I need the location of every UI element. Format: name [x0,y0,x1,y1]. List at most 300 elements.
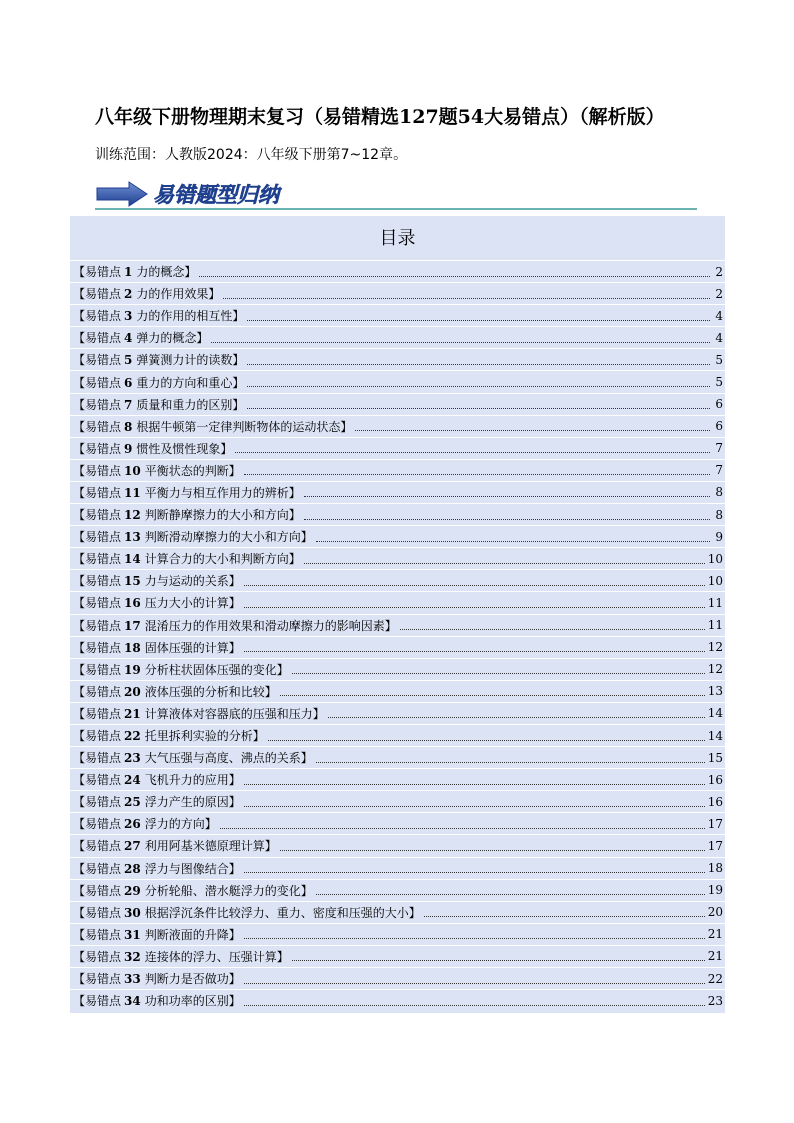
toc-entry-page: 13 [707,684,723,699]
toc-entry-title: 计算合力的大小和判断方向 [144,552,289,567]
dot-leader [244,1004,705,1006]
dot-leader [244,650,705,652]
toc-entry-number: 5 [124,353,133,368]
close-bracket: 】 [228,463,241,478]
toc-entry-tag [85,793,145,810]
toc-entry-tag [85,374,136,391]
toc-entry-number: 3 [124,309,133,324]
toc-entry-page: 21 [707,927,723,942]
toc-heading: 目录 [379,228,416,249]
toc-entry-number: 34 [124,994,141,1009]
dot-leader [211,341,710,343]
dot-leader [424,915,705,917]
toc-entry[interactable] [70,702,725,724]
toc-entry[interactable] [70,879,725,901]
toc-entry-page: 14 [707,728,723,743]
toc-entry-page: 12 [707,640,723,655]
toc-entry-tag [85,462,145,479]
toc-entry-title: 大气压强与高度、沸点的关系 [144,751,301,766]
toc-entry-prefix: 易错点 [85,618,122,633]
close-bracket: 】 [276,662,289,677]
open-bracket: 【 [73,265,86,280]
toc-entry-title: 托里拆利实验的分析 [144,729,253,744]
toc-entry[interactable] [70,901,725,923]
toc-entry-number: 7 [124,397,133,412]
toc-entry-prefix: 易错点 [85,905,122,920]
toc-entry-tag [85,329,136,346]
toc-entry-page: 4 [715,308,723,323]
toc-entry-title: 计算液体对容器底的压强和压力 [144,706,313,721]
close-bracket: 】 [264,839,277,854]
close-bracket: 】 [340,419,353,434]
close-bracket: 】 [232,375,245,390]
toc-entry-page: 23 [707,993,723,1008]
toc-entry-tag [85,860,145,877]
close-bracket: 】 [228,574,241,589]
open-bracket: 【 [73,662,86,677]
toc-entry-number: 27 [124,839,141,854]
toc-entry-tag [85,948,145,965]
close-bracket: 】 [300,530,313,545]
open-bracket: 【 [73,684,86,699]
close-bracket: 】 [184,265,197,280]
toc-entry-tag [85,440,136,457]
close-bracket: 】 [228,994,241,1009]
open-bracket: 【 [73,419,86,434]
toc-entry-prefix: 易错点 [85,684,122,699]
dot-leader [400,628,705,630]
open-bracket: 【 [73,751,86,766]
close-bracket: 】 [228,640,241,655]
toc-entry-title: 惯性及惯性现象 [136,441,221,456]
toc-entry-title: 分析轮船、潜水艇浮力的变化 [144,883,301,898]
toc-entry-page: 5 [715,352,723,367]
open-bracket: 【 [73,353,86,368]
dot-leader [292,959,705,961]
toc-entry[interactable] [70,282,725,304]
open-bracket: 【 [73,861,86,876]
toc-entry-number: 1 [124,265,133,280]
toc-entry-number: 17 [124,618,141,633]
open-bracket: 【 [73,397,86,412]
toc-entry-tag [85,904,145,921]
close-bracket: 】 [408,905,421,920]
dot-leader [316,893,705,895]
toc-entry[interactable] [70,989,725,1011]
toc-entry[interactable] [70,636,725,658]
toc-entry-tag [85,837,145,854]
open-bracket: 【 [73,795,86,810]
document-subtitle: 训练范围：人教版2024：八年级下册第7~12章。 [95,147,408,163]
dot-leader [244,584,705,586]
toc-entry-page: 21 [707,949,723,964]
toc-entry-title: 平衡状态的判断 [144,463,229,478]
toc-entry-number: 26 [124,817,141,832]
toc-entry-page: 7 [715,463,723,478]
toc-entry-number: 18 [124,640,141,655]
toc-entry-tag [85,351,136,368]
toc-entry-title: 浮力的方向 [144,817,205,832]
toc-entry[interactable] [70,967,725,989]
open-bracket: 【 [73,441,86,456]
open-bracket: 【 [73,905,86,920]
banner-graphic [95,178,697,214]
toc-entry-title: 判断液面的升降 [144,927,229,942]
dot-leader [244,871,705,873]
toc-entry[interactable] [70,503,725,525]
toc-entry-prefix: 易错点 [85,883,122,898]
section-banner [95,178,697,214]
toc-entry-page: 19 [707,883,723,898]
toc-entry-number: 32 [124,949,141,964]
toc-entry-prefix: 易错点 [85,530,122,545]
toc-entry-page: 6 [715,419,723,434]
toc-entry-title: 浮力与图像结合 [144,861,229,876]
toc-entry-number: 14 [124,552,141,567]
toc-entry-page: 14 [707,706,723,721]
toc-entry-number: 30 [124,905,141,920]
toc-entry-prefix: 易错点 [85,508,122,523]
dot-leader [328,716,705,718]
toc-entry-prefix: 易错点 [85,706,122,721]
toc-entry-prefix: 易错点 [85,265,122,280]
toc-entry-page: 10 [707,573,723,588]
toc-entry-prefix: 易错点 [85,817,122,832]
toc-entry-tag [85,661,145,678]
open-bracket: 【 [73,574,86,589]
toc-entry-number: 9 [124,441,133,456]
open-bracket: 【 [73,508,86,523]
dot-leader [247,363,710,365]
close-bracket: 】 [232,309,245,324]
toc-entry-page: 15 [707,750,723,765]
toc-entry[interactable] [70,481,725,503]
toc-entry-page: 11 [707,595,723,610]
toc-entry-title: 根据浮沉条件比较浮力、重力、密度和压强的大小 [144,905,409,920]
toc-entry-page: 22 [707,971,723,986]
toc-entry-number: 23 [124,751,141,766]
toc-entry-title: 力与运动的关系 [144,574,229,589]
dot-leader [244,606,705,608]
toc-entry-page: 16 [707,794,723,809]
open-bracket: 【 [73,839,86,854]
toc-entry-tag [85,418,136,435]
open-bracket: 【 [73,994,86,1009]
toc-entry-tag [85,572,145,589]
toc-entry-prefix: 易错点 [85,795,122,810]
toc-entry-prefix: 易错点 [85,596,122,611]
document-title: 八年级下册物理期末复习（易错精选127题54大易错点）（解析版） [95,106,665,128]
toc-entry-tag [85,263,136,280]
toc-entry-number: 20 [124,684,141,699]
toc-entry-prefix: 易错点 [85,662,122,677]
open-bracket: 【 [73,883,86,898]
open-bracket: 【 [73,596,86,611]
toc-entry[interactable] [70,614,725,636]
open-bracket: 【 [73,706,86,721]
toc-entry-tag [85,396,136,413]
close-bracket: 】 [288,485,301,500]
toc-entry-prefix: 易错点 [85,419,122,434]
toc-entry-page: 2 [715,286,723,301]
toc-entry[interactable] [70,680,725,702]
toc-entry[interactable] [70,724,725,746]
toc-entry-tag [85,307,136,324]
toc-entry-prefix: 易错点 [85,309,122,324]
toc-entry-number: 6 [124,375,133,390]
toc-entry-prefix: 易错点 [85,773,122,788]
dot-leader [304,518,710,520]
toc-entry-tag [85,705,145,722]
toc-entry-prefix: 易错点 [85,287,122,302]
toc-entry[interactable] [70,547,725,569]
toc-entry-title: 力的作用效果 [136,287,209,302]
toc-entry-title: 浮力产生的原因 [144,795,229,810]
dot-leader [316,761,705,763]
toc-entry-title: 液体压强的分析和比较 [144,684,265,699]
dot-leader [223,297,710,299]
open-bracket: 【 [73,463,86,478]
arrow-right-icon [97,182,147,206]
open-bracket: 【 [73,552,86,567]
close-bracket: 】 [300,751,313,766]
toc-entry-prefix: 易错点 [85,751,122,766]
toc-entry-prefix: 易错点 [85,375,122,390]
toc-entry-title: 固体压强的计算 [144,640,229,655]
close-bracket: 】 [228,795,241,810]
toc-entry-title: 飞机升力的应用 [144,773,229,788]
toc-entry-number: 24 [124,773,141,788]
open-bracket: 【 [73,949,86,964]
toc-entry-page: 18 [707,861,723,876]
toc-entry-tag [85,484,145,501]
toc-entry-number: 31 [124,927,141,942]
toc-entry-number: 11 [124,485,141,500]
toc-entry-number: 8 [124,419,133,434]
toc-entry-tag [85,771,145,788]
toc-entry-prefix: 易错点 [85,353,122,368]
toc-entry-title: 功和功率的区别 [144,994,229,1009]
dot-leader [220,827,705,829]
close-bracket: 】 [204,817,217,832]
close-bracket: 】 [252,729,265,744]
close-bracket: 】 [232,353,245,368]
toc-entry-number: 15 [124,574,141,589]
close-bracket: 】 [196,331,209,346]
toc-entry[interactable] [70,591,725,613]
dot-leader [247,385,710,387]
toc-entry[interactable] [70,348,725,370]
toc-entry-tag [85,528,145,545]
open-bracket: 【 [73,485,86,500]
toc-entry[interactable] [70,923,725,945]
toc-entry-title: 压力大小的计算 [144,596,229,611]
toc-entry[interactable] [70,326,725,348]
open-bracket: 【 [73,729,86,744]
toc-entry-prefix: 易错点 [85,927,122,942]
open-bracket: 【 [73,618,86,633]
toc-entry-number: 12 [124,508,141,523]
toc-entry-tag [85,815,145,832]
toc-entry-title: 弹簧测力计的读数 [136,353,233,368]
dot-leader [247,407,710,409]
dot-leader [244,783,705,785]
toc-entry-title: 根据牛顿第一定律判断物体的运动状态 [136,419,341,434]
toc-entry-page: 20 [707,905,723,920]
toc-entry-title: 弹力的概念 [136,331,197,346]
close-bracket: 】 [228,861,241,876]
toc-entry-prefix: 易错点 [85,485,122,500]
toc-entry-title: 判断力是否做功 [144,972,229,987]
toc-entry-tag [85,617,145,634]
toc-entry-prefix: 易错点 [85,994,122,1009]
toc-entry-page: 5 [715,375,723,390]
toc-entry-page: 10 [707,551,723,566]
toc-entry-title: 分析柱状固体压强的变化 [144,662,277,677]
toc-entry[interactable] [70,304,725,326]
dot-leader [280,849,705,851]
toc-entry[interactable] [70,415,725,437]
dot-leader [280,694,705,696]
close-bracket: 】 [220,441,233,456]
dot-leader [304,562,705,564]
table-of-contents [70,216,725,1013]
toc-entry-number: 2 [124,287,133,302]
toc-entry-page: 16 [707,772,723,787]
dot-leader [304,495,710,497]
toc-entry-prefix: 易错点 [85,640,122,655]
open-bracket: 【 [73,287,86,302]
toc-entry-tag [85,285,136,302]
toc-entry-tag [85,992,145,1009]
open-bracket: 【 [73,927,86,942]
toc-entry-page: 17 [707,816,723,831]
open-bracket: 【 [73,375,86,390]
toc-entry-number: 22 [124,729,141,744]
open-bracket: 【 [73,530,86,545]
open-bracket: 【 [73,331,86,346]
close-bracket: 】 [228,972,241,987]
toc-entry-tag [85,639,145,656]
dot-leader [247,319,710,321]
toc-entry[interactable] [70,945,725,967]
close-bracket: 】 [228,773,241,788]
toc-entry-number: 21 [124,706,141,721]
toc-entry[interactable] [70,370,725,392]
toc-entry[interactable] [70,812,725,834]
toc-entry-number: 10 [124,463,141,478]
toc-entry-tag [85,749,145,766]
toc-entry-prefix: 易错点 [85,574,122,589]
banner-text: 易错题型归纳 [153,183,279,207]
close-bracket: 】 [228,596,241,611]
close-bracket: 】 [288,552,301,567]
toc-entry[interactable] [70,437,725,459]
close-bracket: 】 [288,508,301,523]
open-bracket: 【 [73,640,86,655]
toc-entry-page: 8 [715,507,723,522]
toc-entry-title: 连接体的浮力、压强计算 [144,949,277,964]
toc-entry-page: 9 [715,529,723,544]
toc-entry-number: 25 [124,795,141,810]
toc-entry[interactable] [70,569,725,591]
toc-entry-title: 力的作用的相互性 [136,309,233,324]
close-bracket: 】 [228,927,241,942]
close-bracket: 】 [264,684,277,699]
close-bracket: 】 [300,883,313,898]
dot-leader [244,982,705,984]
toc-entry[interactable] [70,525,725,547]
toc-entry-page: 8 [715,485,723,500]
toc-entry-page: 2 [715,264,723,279]
toc-entry-number: 28 [124,861,141,876]
dot-leader [244,937,705,939]
toc-entry-title: 重力的方向和重心 [136,375,233,390]
close-bracket: 】 [384,618,397,633]
open-bracket: 【 [73,817,86,832]
toc-entry-tag [85,926,145,943]
open-bracket: 【 [73,309,86,324]
dot-leader [235,451,710,453]
toc-entry[interactable] [70,834,725,856]
toc-entry-page: 6 [715,397,723,412]
dot-leader [292,672,705,674]
close-bracket: 】 [276,949,289,964]
toc-entry-title: 利用阿基米德原理计算 [144,839,265,854]
toc-entry[interactable] [70,459,725,481]
dot-leader [355,429,710,431]
toc-entry-page: 4 [715,330,723,345]
open-bracket: 【 [73,972,86,987]
toc-entry-tag [85,594,145,611]
toc-entry-title: 判断滑动摩擦力的大小和方向 [144,530,301,545]
toc-entry[interactable] [70,746,725,768]
toc-entry-title: 混淆压力的作用效果和滑动摩擦力的影响因素 [144,618,385,633]
toc-entry-prefix: 易错点 [85,397,122,412]
toc-entry-number: 33 [124,972,141,987]
dot-leader [244,805,705,807]
toc-entry[interactable] [70,393,725,415]
dot-leader [316,540,710,542]
close-bracket: 】 [232,397,245,412]
toc-entry[interactable] [70,857,725,879]
toc-entry-page: 12 [707,662,723,677]
toc-entry-prefix: 易错点 [85,949,122,964]
toc-entry-number: 13 [124,530,141,545]
toc-entry-number: 19 [124,662,141,677]
toc-entry[interactable] [70,790,725,812]
toc-entry[interactable] [70,768,725,790]
dot-leader [244,473,710,475]
toc-entry-prefix: 易错点 [85,552,122,567]
open-bracket: 【 [73,773,86,788]
toc-entry-tag [85,970,145,987]
toc-entry[interactable] [70,260,725,282]
toc-entry[interactable] [70,658,725,680]
toc-list [70,260,725,1011]
toc-entry-tag [85,683,145,700]
close-bracket: 】 [312,706,325,721]
toc-entry-tag [85,550,145,567]
toc-entry-page: 17 [707,838,723,853]
toc-entry-prefix: 易错点 [85,839,122,854]
toc-entry-page: 7 [715,441,723,456]
toc-entry-title: 平衡力与相互作用力的辨析 [144,485,289,500]
toc-entry-number: 29 [124,883,141,898]
toc-entry-prefix: 易错点 [85,463,122,478]
toc-entry-prefix: 易错点 [85,729,122,744]
toc-entry-title: 判断静摩擦力的大小和方向 [144,508,289,523]
